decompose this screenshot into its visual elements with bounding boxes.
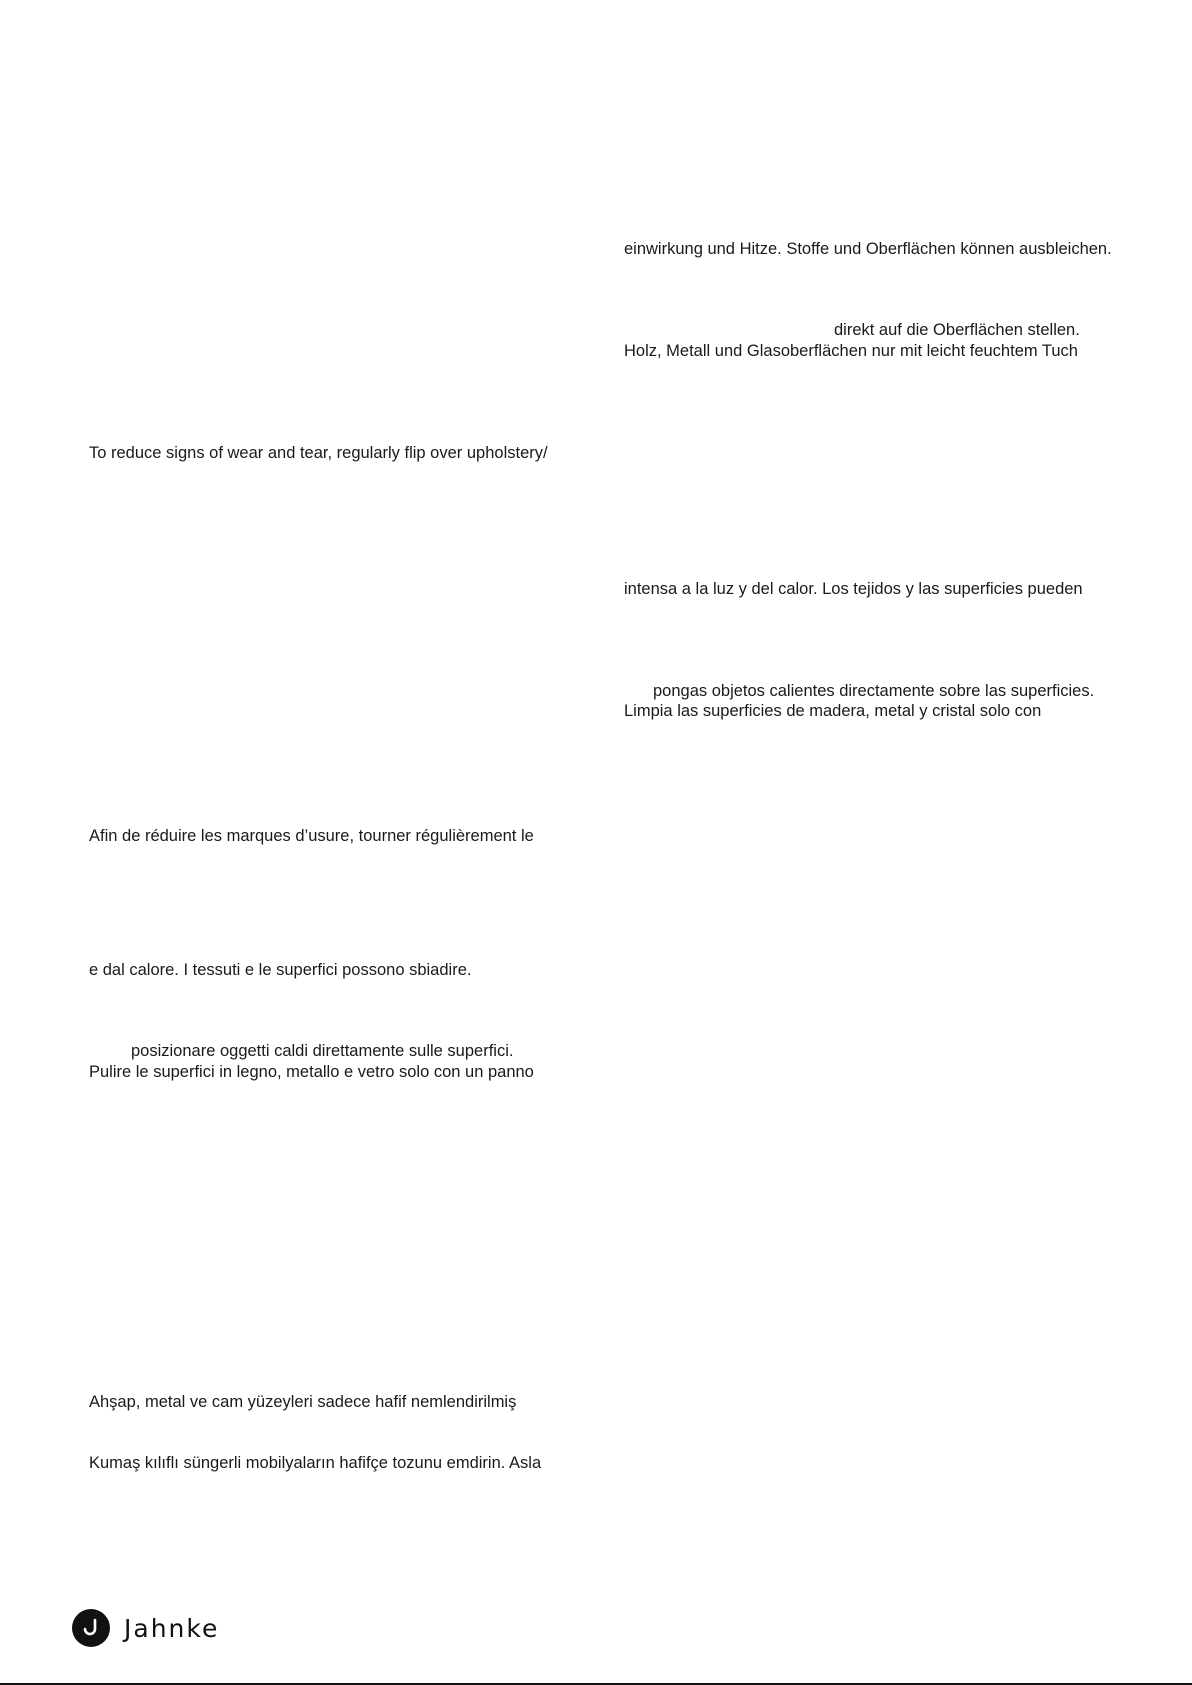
brand-wordmark: Jahnke bbox=[124, 1613, 220, 1643]
italian-text-line: Pulire le superfici in legno, metallo e vetro solo con un panno bbox=[89, 1063, 534, 1081]
german-text-line: direkt auf die Oberflächen stellen. bbox=[834, 321, 1080, 339]
spanish-text-line: Limpia las superficies de madera, metal y cristal solo con bbox=[624, 702, 1042, 720]
brand-logo bbox=[72, 1609, 219, 1647]
italian-text-line: posizionare oggetti caldi direttamente sulle superfici. bbox=[131, 1042, 514, 1060]
turkish-text-line: Ahşap, metal ve cam yüzeyleri sadece hafif nemlendirilmiş bbox=[89, 1393, 517, 1411]
italian-text-line: e dal calore. I tessuti e le superfici possono sbiadire. bbox=[89, 961, 472, 979]
german-text-line: Holz, Metall und Glasoberflächen nur mit leicht feuchtem Tuch bbox=[624, 342, 1078, 360]
jahnke-logo-mark-icon bbox=[72, 1609, 110, 1647]
french-text-line: Afin de réduire les marques d’usure, tourner régulièrement le bbox=[89, 827, 534, 845]
spanish-text-line: pongas objetos calientes directamente sobre las superficies. bbox=[653, 682, 1095, 700]
german-text-line: einwirkung und Hitze. Stoffe und Oberflächen können ausbleichen. bbox=[624, 240, 1112, 258]
turkish-text-line: Kumaş kılıflı süngerli mobilyaların hafifçe tozunu emdirin. Asla bbox=[89, 1454, 542, 1472]
spanish-text-line: intensa a la luz y del calor. Los tejidos y las superficies pueden bbox=[624, 580, 1083, 598]
english-text-line: To reduce signs of wear and tear, regularly flip over upholstery/ bbox=[89, 444, 548, 462]
